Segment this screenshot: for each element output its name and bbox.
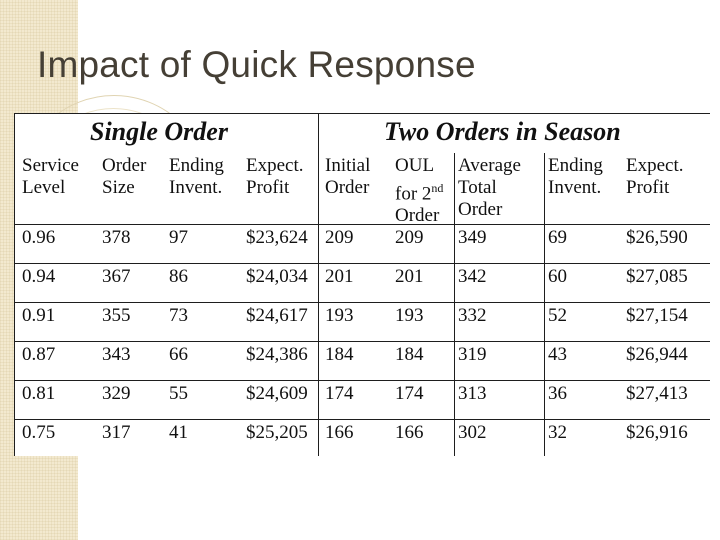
col-divider-oul [454, 153, 455, 456]
table-cell: 317 [102, 422, 131, 443]
row-line-3 [14, 302, 710, 303]
table-cell: 0.81 [22, 383, 56, 404]
table-cell: 332 [458, 305, 487, 326]
table-cell: $24,617 [246, 305, 308, 326]
group-divider [318, 113, 319, 456]
table-cell: 367 [102, 266, 131, 287]
table-cell: 97 [169, 227, 188, 248]
quick-response-table [14, 113, 710, 456]
table-cell: $24,034 [246, 266, 308, 287]
row-line-6 [14, 419, 710, 420]
col-header-expect-profit: Expect. Profit [246, 155, 304, 198]
table-cell: 0.87 [22, 344, 56, 365]
table-cell: $24,386 [246, 344, 308, 365]
table-cell: 52 [548, 305, 567, 326]
table-cell: 41 [169, 422, 188, 443]
table-cell: $25,205 [246, 422, 308, 443]
col-header-expect-profit-2: Expect. Profit [626, 155, 684, 198]
table-border-left [14, 113, 15, 456]
row-line-1 [14, 224, 710, 225]
col-header-order-size: Order Size [102, 155, 147, 198]
group-header-two-orders: Two Orders in Season [384, 117, 621, 146]
table-cell: 329 [102, 383, 131, 404]
table-border-top [14, 113, 710, 114]
table-cell: 184 [325, 344, 354, 365]
table-cell: 193 [395, 305, 424, 326]
row-line-2 [14, 263, 710, 264]
table-cell: 174 [395, 383, 424, 404]
table-cell: 0.96 [22, 227, 56, 248]
group-header-single-order: Single Order [90, 117, 228, 146]
table-cell: 349 [458, 227, 487, 248]
table-cell: 36 [548, 383, 567, 404]
col-header-ending-invent-2: Ending Invent. [548, 155, 603, 198]
table-cell: 60 [548, 266, 567, 287]
table-cell: 209 [395, 227, 424, 248]
table-cell: 66 [169, 344, 188, 365]
table-cell: 193 [325, 305, 354, 326]
slide-title: Impact of Quick Response [37, 44, 476, 85]
table-cell: 302 [458, 422, 487, 443]
table-cell: 319 [458, 344, 487, 365]
table-cell: 55 [169, 383, 188, 404]
table-cell: $26,916 [626, 422, 688, 443]
table-cell: 343 [102, 344, 131, 365]
table-cell: 174 [325, 383, 354, 404]
row-line-5 [14, 380, 710, 381]
table-cell: 201 [325, 266, 354, 287]
table-cell: $27,154 [626, 305, 688, 326]
table-cell: 201 [395, 266, 424, 287]
table-cell: 0.75 [22, 422, 56, 443]
table-cell: 355 [102, 305, 131, 326]
table-cell: $26,944 [626, 344, 688, 365]
table-cell: 166 [325, 422, 354, 443]
table-cell: 32 [548, 422, 567, 443]
table-cell: $23,624 [246, 227, 308, 248]
table-cell: 0.94 [22, 266, 56, 287]
table-cell: 209 [325, 227, 354, 248]
table-cell: $26,590 [626, 227, 688, 248]
table-cell: 0.91 [22, 305, 56, 326]
col-header-oul-2nd-order: OUL for 2nd Order [395, 155, 444, 227]
table-cell: 69 [548, 227, 567, 248]
table-cell: $24,609 [246, 383, 308, 404]
table-cell: 313 [458, 383, 487, 404]
col-divider-ending [544, 153, 545, 456]
table-cell: 342 [458, 266, 487, 287]
table-cell: 378 [102, 227, 131, 248]
table-cell: $27,085 [626, 266, 688, 287]
row-line-4 [14, 341, 710, 342]
table-cell: 73 [169, 305, 188, 326]
table-cell: 86 [169, 266, 188, 287]
table-cell: 184 [395, 344, 424, 365]
table-cell: 43 [548, 344, 567, 365]
table-cell: 166 [395, 422, 424, 443]
col-header-ending-invent: Ending Invent. [169, 155, 224, 198]
col-header-service-level: Service Level [22, 155, 79, 198]
col-header-initial-order: Initial Order [325, 155, 371, 198]
table-cell: $27,413 [626, 383, 688, 404]
col-header-average-total-order: Average Total Order [458, 155, 521, 220]
